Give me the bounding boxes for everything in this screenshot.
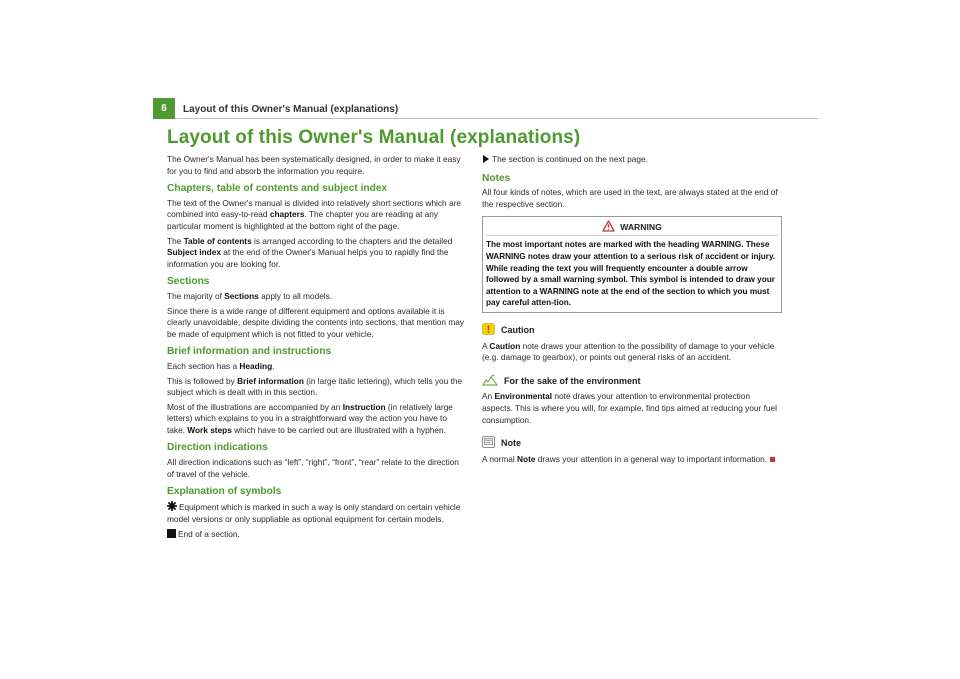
paragraph: The text of the Owner's manual is divided into relatively short sections which are combined into easy-to-read chapters. The chapter you are reading at any particular moment is highlighted at the bottom right of the page. <box>167 197 461 231</box>
paragraph: All four kinds of notes, which are used in the text, are always stated at the end of the respective section. <box>482 187 778 209</box>
caution-header <box>482 323 782 339</box>
warning-text: The most important notes are marked with the heading WARNING. These WARNING notes draw your attention to a serious risk of accident or injury. While reading the text you will frequently encounter a double arrow followed by a small warning symbol. This symbol is intended to draw your attention to a WARNING note at the end of the section to which you must pay careful atten-tion. <box>486 240 776 308</box>
warning-triangle-icon <box>602 220 615 236</box>
note-label: Note <box>501 438 521 449</box>
paragraph: The Table of contents is arranged according to the chapters and the detailed Subject index at the end of the Owner's Manual helps you to rapidly find the information you are looking for. <box>167 235 453 269</box>
paragraph: Since there is a wide range of different equipment and options available it is clearly unavoidable, despite dividing the contents into sections, that mention may be made of equipment which is not fitted to your vehicle. <box>167 305 465 339</box>
left-column <box>167 154 465 544</box>
optional-equipment-icon <box>167 501 177 515</box>
end-of-section-icon <box>770 457 775 462</box>
right-column <box>482 154 782 468</box>
section-heading-brief-information: Brief information and instructions <box>167 346 332 358</box>
environment-icon <box>482 374 498 390</box>
environment-header <box>482 374 782 390</box>
page-title: Layout of this Owner's Manual (explanations) <box>167 127 581 148</box>
paragraph: The majority of Sections apply to all models. <box>167 290 333 301</box>
section-heading-symbols: Explanation of symbols <box>167 486 282 498</box>
caution-icon <box>482 323 495 339</box>
note-header <box>482 436 782 452</box>
paragraph: A normal Note draws your attention in a general way to important information. <box>482 454 782 466</box>
note-icon <box>482 436 495 452</box>
paragraph: End of a section. <box>167 529 465 541</box>
paragraph: A Caution note draws your attention to the possibility of damage to your vehicle (e.g. damage to gearbox), or points out general risks of an accident. <box>482 340 775 363</box>
paragraph: Each section has a Heading. <box>167 360 275 371</box>
running-header: Layout of this Owner's Manual (explanations) <box>183 104 399 115</box>
paragraph: Most of the illustrations are accompanied by an Instruction (in relatively large letters) which explains to you in a straightforward way the action you have to take. Work steps which have to be carried out are illustrated with a hyphen. <box>167 401 453 435</box>
environment-label: For the sake of the environment <box>504 375 641 386</box>
warning-label: WARNING <box>620 221 662 232</box>
intro-paragraph: The Owner's Manual has been systematically designed, in order to make it easy for you to find and absorb the information you require. <box>167 154 461 176</box>
end-of-section-icon <box>167 529 176 538</box>
warning-header <box>486 219 778 236</box>
caution-label: Caution <box>501 324 535 335</box>
section-heading-notes: Notes <box>482 172 511 184</box>
warning-box <box>482 216 782 313</box>
paragraph: An Environmental note draws your attention to environmental protection aspects. This is where you will, for example, find tips aimed at reducing your fuel consumption. <box>482 391 777 425</box>
paragraph: Equipment which is marked in such a way is only standard on certain vehicle model versions or only suppliable as optional equipment for certain models. <box>167 501 461 525</box>
header-divider <box>175 118 818 119</box>
page-number: 6 <box>153 98 175 119</box>
section-heading-sections: Sections <box>167 276 210 288</box>
paragraph: This is followed by Brief information (in large italic lettering), which tells you the subject which is dealt with in this section. <box>167 375 463 398</box>
section-heading-direction: Direction indications <box>167 442 268 454</box>
paragraph: All direction indications such as “left”, “right”, “front”, “rear” relate to the direction of travel of the vehicle. <box>167 457 459 479</box>
arrow-right-icon <box>482 155 490 167</box>
continued-line: The section is continued on the next page. <box>482 154 782 167</box>
section-heading-chapters: Chapters, table of contents and subject index <box>167 183 388 195</box>
